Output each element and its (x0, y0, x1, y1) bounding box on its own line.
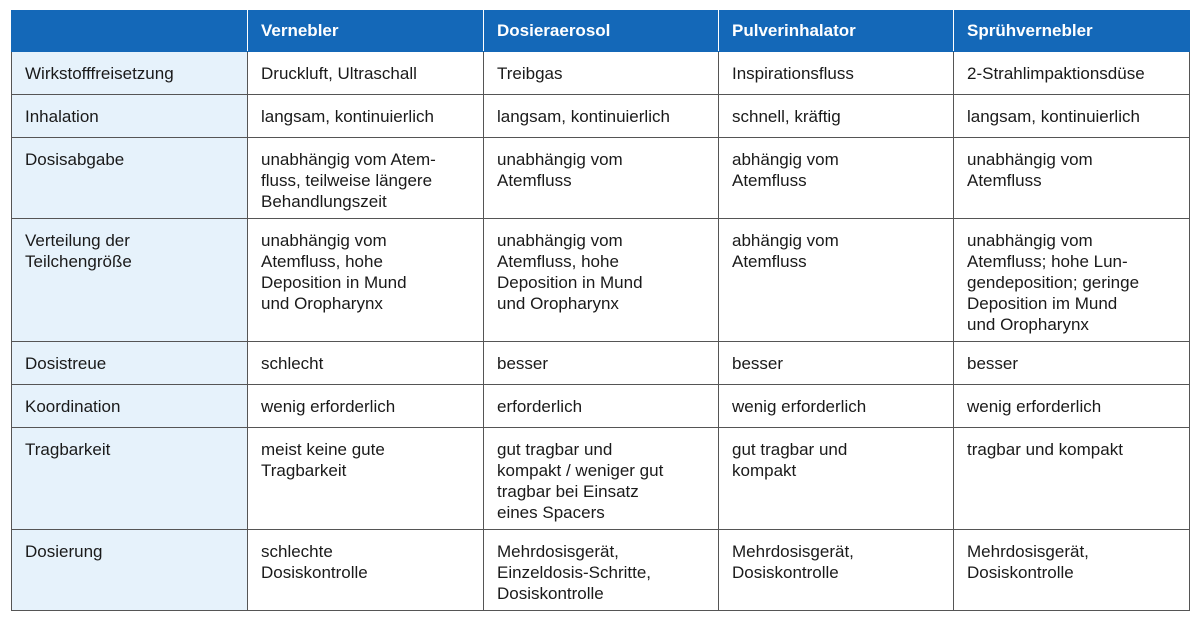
table-cell: Mehrdosisgerät, Dosiskontrolle (719, 530, 954, 611)
table-cell: schnell, kräftig (719, 95, 954, 138)
table-cell: wenig erforderlich (954, 385, 1190, 428)
table-row (12, 342, 1190, 385)
table-row (12, 219, 1190, 342)
table-row (12, 138, 1190, 219)
table-cell: unabhängig vom Atemfluss (484, 138, 719, 219)
table-row (12, 52, 1190, 95)
table-cell: unabhängig vom Atemfluss (954, 138, 1190, 219)
table-cell: gut tragbar und kompakt / weniger gut tragbar bei Einsatz eines Spacers (484, 428, 719, 530)
table-cell: Treibgas (484, 52, 719, 95)
table-cell: abhängig vom Atemfluss (719, 219, 954, 342)
table-cell: Inspirationsfluss (719, 52, 954, 95)
table-cell: besser (954, 342, 1190, 385)
table-cell: unabhängig vom Atemfluss, hohe Deposition in Mund und Oropharynx (248, 219, 484, 342)
table-row (12, 385, 1190, 428)
table-cell: gut tragbar und kompakt (719, 428, 954, 530)
inhaler-comparison-table (11, 10, 1190, 611)
table-cell: Druckluft, Ultraschall (248, 52, 484, 95)
table-cell: besser (719, 342, 954, 385)
row-label: Dosierung (12, 530, 248, 611)
table-cell: Mehrdosisgerät, Einzeldosis-Schritte, Dosiskontrolle (484, 530, 719, 611)
header-cell-dosieraerosol: Dosieraerosol (484, 11, 719, 52)
table-cell: wenig erforderlich (719, 385, 954, 428)
comparison-table-wrapper (11, 10, 1189, 611)
table-cell: besser (484, 342, 719, 385)
row-label: Inhalation (12, 95, 248, 138)
table-cell: abhängig vom Atemfluss (719, 138, 954, 219)
header-cell-empty (12, 11, 248, 52)
header-cell-vernebler: Vernebler (248, 11, 484, 52)
table-row (12, 95, 1190, 138)
table-cell: tragbar und kompakt (954, 428, 1190, 530)
table-cell: langsam, kontinuierlich (248, 95, 484, 138)
row-label: Tragbarkeit (12, 428, 248, 530)
table-cell: wenig erforderlich (248, 385, 484, 428)
row-label: Verteilung der Teilchengröße (12, 219, 248, 342)
row-label: Dosistreue (12, 342, 248, 385)
table-cell: 2-Strahlimpaktionsdüse (954, 52, 1190, 95)
table-cell: schlechte Dosiskontrolle (248, 530, 484, 611)
row-label: Koordination (12, 385, 248, 428)
table-cell: meist keine gute Tragbarkeit (248, 428, 484, 530)
table-cell: langsam, kontinuierlich (484, 95, 719, 138)
table-cell: unabhängig vom Atemfluss, hohe Deposition in Mund und Oropharynx (484, 219, 719, 342)
table-cell: schlecht (248, 342, 484, 385)
table-cell: langsam, kontinuierlich (954, 95, 1190, 138)
table-cell: erforderlich (484, 385, 719, 428)
header-cell-spruehvernebler: Sprühvernebler (954, 11, 1190, 52)
row-label: Wirkstofffreisetzung (12, 52, 248, 95)
header-cell-pulverinhalator: Pulverinhalator (719, 11, 954, 52)
table-row (12, 428, 1190, 530)
table-cell: unabhängig vom Atemfluss; hohe Lun- gendeposition; geringe Deposition im Mund und Oropharynx (954, 219, 1190, 342)
table-row (12, 530, 1190, 611)
table-header-row (12, 11, 1190, 52)
table-cell: Mehrdosisgerät, Dosiskontrolle (954, 530, 1190, 611)
table-cell: unabhängig vom Atem- fluss, teilweise längere Behandlungszeit (248, 138, 484, 219)
row-label: Dosisabgabe (12, 138, 248, 219)
